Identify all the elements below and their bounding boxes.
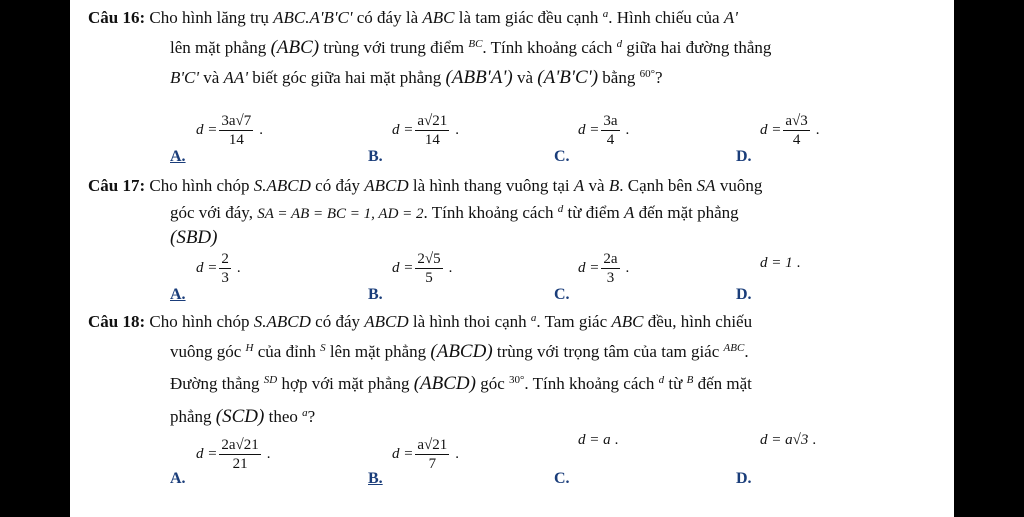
q16-text: giữa hai đường thẳng	[622, 38, 772, 57]
q17-option-b-label: B.	[368, 286, 383, 303]
q18-text: góc	[475, 374, 510, 393]
q17-text: là hình thang vuông tại	[408, 176, 574, 195]
q16-line1	[88, 8, 738, 28]
q18-text: ?	[307, 407, 316, 426]
answer-period: .	[796, 255, 801, 271]
q16-option-d-answer	[760, 112, 820, 149]
q18-text: đều, hình chiếu	[643, 312, 753, 331]
q18-text: là hình thoi cạnh	[408, 312, 531, 331]
q16-option-b-label: B.	[368, 148, 383, 165]
answer-lhs: d = 1	[760, 255, 793, 271]
q16-label: Câu 16:	[88, 8, 146, 27]
q18-text: vuông góc	[170, 342, 246, 361]
q18-math: S	[320, 342, 326, 354]
fraction-numerator: a√21	[417, 113, 448, 129]
fraction-denominator: 4	[606, 132, 615, 148]
q16-math: d	[616, 38, 623, 50]
q17-text: đến mặt phẳng	[634, 203, 739, 222]
answer-lhs: d =	[392, 121, 414, 138]
q17-text: . Tính khoảng cách	[423, 203, 558, 222]
q16-math: BC	[468, 38, 483, 50]
q18-math: a	[530, 312, 537, 324]
q16-math: B'C'	[170, 68, 199, 87]
fraction-denominator: 14	[228, 132, 244, 148]
fraction-numerator: 3a	[603, 113, 618, 129]
q17-text: góc với đáy,	[170, 203, 258, 222]
q18-option-c-answer	[578, 432, 618, 449]
q17-math: d	[557, 203, 564, 215]
q18-math: B	[686, 374, 694, 386]
fraction-denominator: 3	[606, 270, 615, 286]
answer-lhs: d =	[196, 445, 218, 462]
q16-text: và	[512, 68, 538, 87]
q18-text: của đỉnh	[253, 342, 321, 361]
fraction-numerator: 2a	[603, 251, 618, 267]
answer-period: .	[455, 121, 460, 138]
q16-math: ABC	[422, 8, 455, 27]
answer-lhs: d =	[196, 121, 218, 138]
q18-option-d-answer	[760, 432, 816, 449]
q17-math: B	[608, 176, 620, 195]
fraction	[601, 250, 619, 287]
q18-math: ABCD	[364, 312, 409, 331]
q16-text: . Tính khoảng cách	[482, 38, 617, 57]
q18-option-b-answer	[392, 436, 459, 473]
q16-text: lên mặt phẳng	[170, 38, 271, 57]
q17-option-c-label: C.	[554, 286, 570, 303]
fraction-denominator: 21	[232, 456, 248, 472]
answer-period: .	[815, 121, 820, 138]
q16-text: bằng	[598, 68, 640, 87]
answer-lhs: d =	[392, 259, 414, 276]
q16-math: (ABB'A')	[445, 67, 513, 88]
answer-period: .	[448, 259, 453, 276]
q16-math: (A'B'C')	[537, 67, 599, 88]
fraction-numerator: 2a√21	[221, 437, 259, 453]
answer-lhs: d = a	[578, 432, 611, 448]
q16-text: là tam giác đều cạnh	[454, 8, 603, 27]
answer-period: .	[259, 121, 264, 138]
answer-period: .	[625, 121, 630, 138]
q18-text: . Tam giác	[536, 312, 612, 331]
fraction-numerator: 2	[221, 251, 229, 267]
q16-math: ABC.A'B'C'	[273, 8, 353, 27]
q17-option-d-answer	[760, 255, 800, 272]
q18-line1	[88, 312, 752, 332]
fraction-denominator: 5	[425, 270, 433, 286]
q16-text: và	[199, 68, 224, 87]
fraction-numerator: 3a√7	[221, 113, 252, 129]
q17-math: SA = AB = BC = 1, AD = 2	[257, 206, 424, 222]
q17-line2	[170, 203, 739, 224]
q18-math: H	[245, 342, 254, 354]
q18-math: a	[302, 407, 308, 419]
fraction-denominator: 7	[428, 456, 437, 472]
q16-math: AA'	[223, 68, 248, 87]
q16-text: có đáy là	[352, 8, 423, 27]
answer-period: .	[455, 445, 460, 462]
q17-line1	[88, 176, 762, 196]
q16-option-d-label: D.	[736, 148, 752, 165]
q17-math: ABCD	[364, 176, 409, 195]
q18-text: phẳng	[170, 407, 216, 426]
answer-period: .	[614, 432, 619, 448]
q17-math: A	[623, 203, 635, 222]
q17-math: S.ABCD	[253, 176, 311, 195]
q17-math: A	[573, 176, 585, 195]
q17-text: vuông	[715, 176, 763, 195]
q16-text: trùng với trung điểm	[319, 38, 469, 57]
q16-option-c-answer	[578, 112, 629, 149]
fraction	[601, 112, 619, 149]
q16-option-a-answer	[196, 112, 263, 149]
q18-math: S.ABCD	[253, 312, 311, 331]
q16-text: Cho hình lăng trụ	[149, 8, 274, 27]
q16-math: (ABC)	[270, 37, 320, 58]
q16-math: a	[602, 8, 609, 20]
q18-math: (SCD)	[215, 406, 265, 427]
fraction-denominator: 4	[792, 132, 801, 148]
q17-text: và	[584, 176, 609, 195]
q18-text: từ	[664, 374, 687, 393]
q17-option-a-label: A.	[170, 286, 186, 303]
answer-lhs: d =	[760, 121, 782, 138]
answer-lhs: d =	[578, 259, 600, 276]
answer-period: .	[266, 445, 271, 462]
q18-math: 30°	[509, 374, 525, 386]
document-page	[70, 0, 954, 517]
answer-lhs: d =	[196, 259, 218, 276]
q17-option-d-label: D.	[736, 286, 752, 303]
q18-line4	[170, 407, 315, 427]
q17-option-b-answer	[392, 250, 452, 287]
fraction-numerator: 2√5	[417, 251, 441, 267]
q18-math: SD	[263, 374, 278, 386]
q16-option-a-label: A.	[170, 148, 186, 165]
q18-option-c-label: C.	[554, 470, 570, 487]
answer-lhs: d =	[392, 445, 414, 462]
fraction-numerator: a√3	[785, 113, 808, 129]
q18-text: .	[744, 342, 749, 361]
fraction-numerator: a√21	[417, 437, 448, 453]
q18-math: ABC	[723, 342, 745, 354]
q17-math: SA	[696, 176, 716, 195]
q18-text: trùng với trọng tâm của tam giác	[492, 342, 724, 361]
q18-text: có đáy	[310, 312, 365, 331]
q18-math: d	[658, 374, 665, 386]
q17-text: . Cạnh bên	[619, 176, 697, 195]
q18-math: ABC	[611, 312, 644, 331]
fraction	[415, 250, 442, 287]
fraction-denominator: 3	[221, 270, 229, 286]
q18-math: (ABCD)	[430, 341, 493, 362]
q16-text: . Hình chiếu của	[608, 8, 724, 27]
fraction	[415, 436, 449, 473]
fraction	[219, 112, 253, 149]
q17-text: Cho hình chóp	[149, 176, 254, 195]
q17-text: từ điểm	[563, 203, 624, 222]
q17-line3	[170, 228, 217, 248]
q17-option-c-answer	[578, 250, 629, 287]
q18-option-b-label: B.	[368, 470, 383, 487]
answer-period: .	[236, 259, 241, 276]
q18-line2	[170, 342, 749, 362]
fraction	[783, 112, 809, 149]
q17-option-a-answer	[196, 250, 241, 287]
q18-text: đến mặt	[693, 374, 752, 393]
answer-period: .	[625, 259, 630, 276]
q18-text: hợp với mặt phẳng	[277, 374, 414, 393]
q18-label: Câu 18:	[88, 312, 146, 331]
q18-text: theo	[264, 407, 303, 426]
q16-math: 60°	[639, 68, 655, 80]
q17-text: có đáy	[310, 176, 365, 195]
answer-period: .	[812, 432, 817, 448]
fraction	[415, 112, 449, 149]
q16-line3	[170, 68, 663, 88]
q18-option-d-label: D.	[736, 470, 752, 487]
q17-label: Câu 17:	[88, 176, 146, 195]
q16-math: A'	[723, 8, 738, 27]
q16-text: biết góc giữa hai mặt phẳng	[247, 68, 446, 87]
q16-line2	[170, 38, 771, 58]
answer-lhs: d = a√3	[760, 432, 809, 448]
q18-option-a-answer	[196, 436, 271, 473]
q16-text: ?	[654, 68, 663, 87]
fraction	[219, 436, 260, 473]
answer-lhs: d =	[578, 121, 600, 138]
fraction-denominator: 14	[424, 132, 440, 148]
q18-text: lên mặt phẳng	[325, 342, 431, 361]
q18-text: Cho hình chóp	[149, 312, 254, 331]
q18-line3	[170, 374, 752, 394]
q16-option-c-label: C.	[554, 148, 570, 165]
q18-text: Đường thẳng	[170, 374, 264, 393]
q18-text: . Tính khoảng cách	[524, 374, 659, 393]
q17-math: (SBD)	[170, 227, 218, 248]
q18-math: (ABCD)	[413, 373, 476, 394]
q18-option-a-label: A.	[170, 470, 186, 487]
fraction	[219, 250, 231, 287]
q16-option-b-answer	[392, 112, 459, 149]
